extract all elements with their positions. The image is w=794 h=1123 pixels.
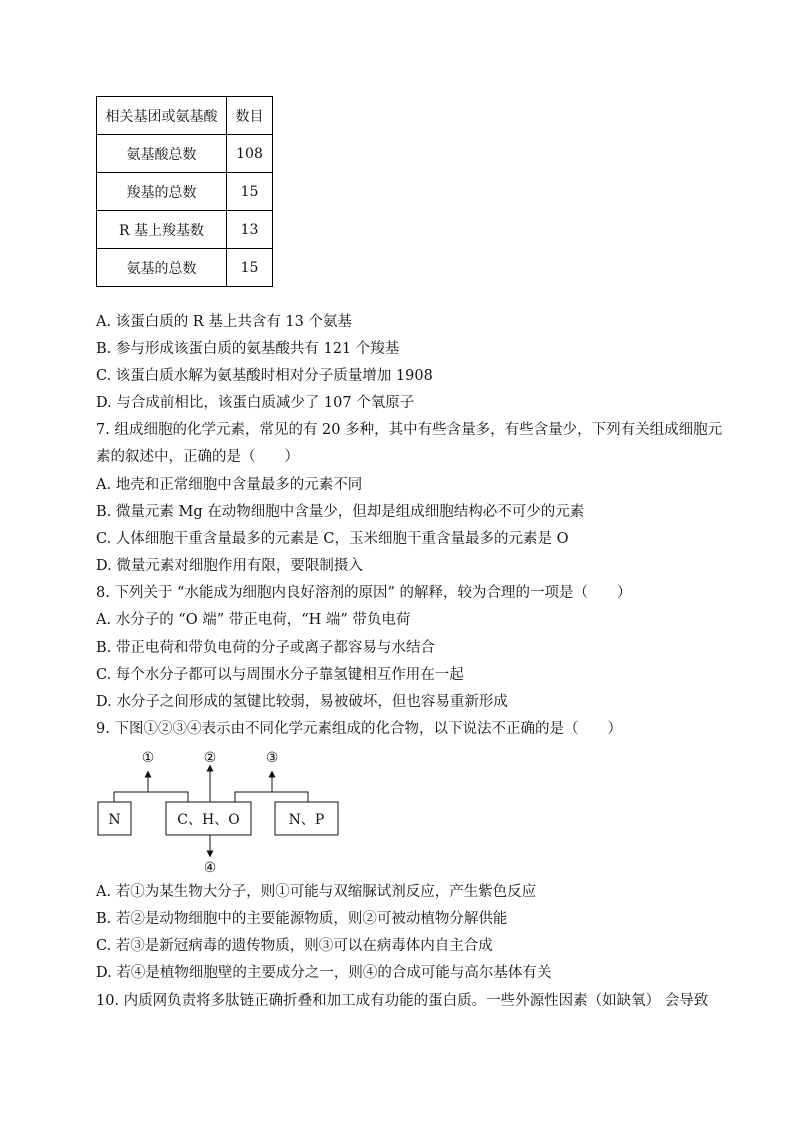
q8-option-d: D. 水分子之间形成的氢键比较弱，易被破坏，但也容易重新形成	[96, 694, 508, 710]
q6-option-b: B. 参与形成该蛋白质的氨基酸共有 121 个羧基	[96, 341, 400, 357]
table-row	[97, 211, 273, 249]
q9-option-d: D. 若④是植物细胞壁的主要成分之一，则④的合成可能与高尔基体有关	[96, 965, 552, 981]
table-row	[97, 173, 273, 211]
table-cell: 15	[227, 249, 273, 287]
connector-1	[114, 792, 188, 802]
q6-option-c: C. 该蛋白质水解为氨基酸时相对分子质量增加 1908	[96, 368, 433, 384]
element-compound-diagram	[90, 744, 360, 879]
q8-option-a: A. 水分子的 “O 端” 带正电荷，“H 端” 带负电荷	[96, 612, 411, 628]
table-cell: 108	[227, 135, 273, 173]
q9-option-c: C. 若③是新冠病毒的遗传物质，则③可以在病毒体内自主合成	[96, 938, 493, 954]
label-3: ③	[265, 750, 279, 766]
q10-stem: 10. 内质网负责将多肽链正确折叠和加工成有功能的蛋白质。一些外源性因素（如缺氧） 会导致	[96, 993, 709, 1009]
box-np-label: N、P	[288, 812, 325, 828]
q7-stem-line2: 素的叙述中，正确的是（ ）	[96, 449, 299, 465]
connector-3	[235, 792, 308, 802]
table-header-row	[97, 97, 273, 135]
label-1: ①	[141, 750, 155, 766]
table-header-cell: 相关基团或氨基酸	[97, 97, 227, 135]
box-cho-label: C、H、O	[177, 812, 240, 828]
table-cell: 羧基的总数	[97, 173, 227, 211]
table-cell: 氨基的总数	[97, 249, 227, 287]
q7-stem-line1: 7. 组成细胞的化学元素，常见的有 20 多种，其中有些含量多，有些含量少，下列有关组成细胞元	[96, 422, 723, 438]
q7-option-b: B. 微量元素 Mg 在动物细胞中含量少，但却是组成细胞结构必不可少的元素	[96, 504, 585, 520]
table-row	[97, 135, 273, 173]
q9-option-b: B. 若②是动物细胞中的主要能源物质，则②可被动植物分解供能	[96, 911, 508, 927]
q7-option-a: A. 地壳和正常细胞中含量最多的元素不同	[96, 477, 363, 493]
q6-option-d: D. 与合成前相比，该蛋白质减少了 107 个氧原子	[96, 395, 415, 411]
table-row	[97, 249, 273, 287]
box-n-label: N	[108, 812, 121, 828]
q7-option-d: D. 微量元素对细胞作用有限，要限制摄入	[96, 558, 363, 574]
q7-option-c: C. 人体细胞干重含量最多的元素是 C，玉米细胞干重含量最多的元素是 O	[96, 531, 569, 547]
q9-stem: 9. 下图①②③④表示由不同化学元素组成的化合物，以下说法不正确的是（ ）	[96, 721, 622, 737]
q8-option-b: B. 带正电荷和带负电荷的分子或离子都容易与水结合	[96, 640, 435, 656]
table-cell: 15	[227, 173, 273, 211]
table-cell: R 基上羧基数	[97, 211, 227, 249]
q6-option-a: A. 该蛋白质的 R 基上共含有 13 个氨基	[96, 314, 352, 330]
table-cell: 13	[227, 211, 273, 249]
table-cell: 氨基酸总数	[97, 135, 227, 173]
amino-acid-table	[96, 96, 273, 287]
table-header-cell: 数目	[227, 97, 273, 135]
q8-option-c: C. 每个水分子都可以与周围水分子靠氢键相互作用在一起	[96, 667, 464, 683]
q9-option-a: A. 若①为某生物大分子，则①可能与双缩脲试剂反应，产生紫色反应	[96, 884, 537, 900]
label-2: ②	[203, 750, 217, 766]
label-4: ④	[203, 860, 217, 876]
q8-stem: 8. 下列关于 “水能成为细胞内良好溶剂的原因” 的解释，较为合理的一项是（ ）	[96, 585, 632, 601]
